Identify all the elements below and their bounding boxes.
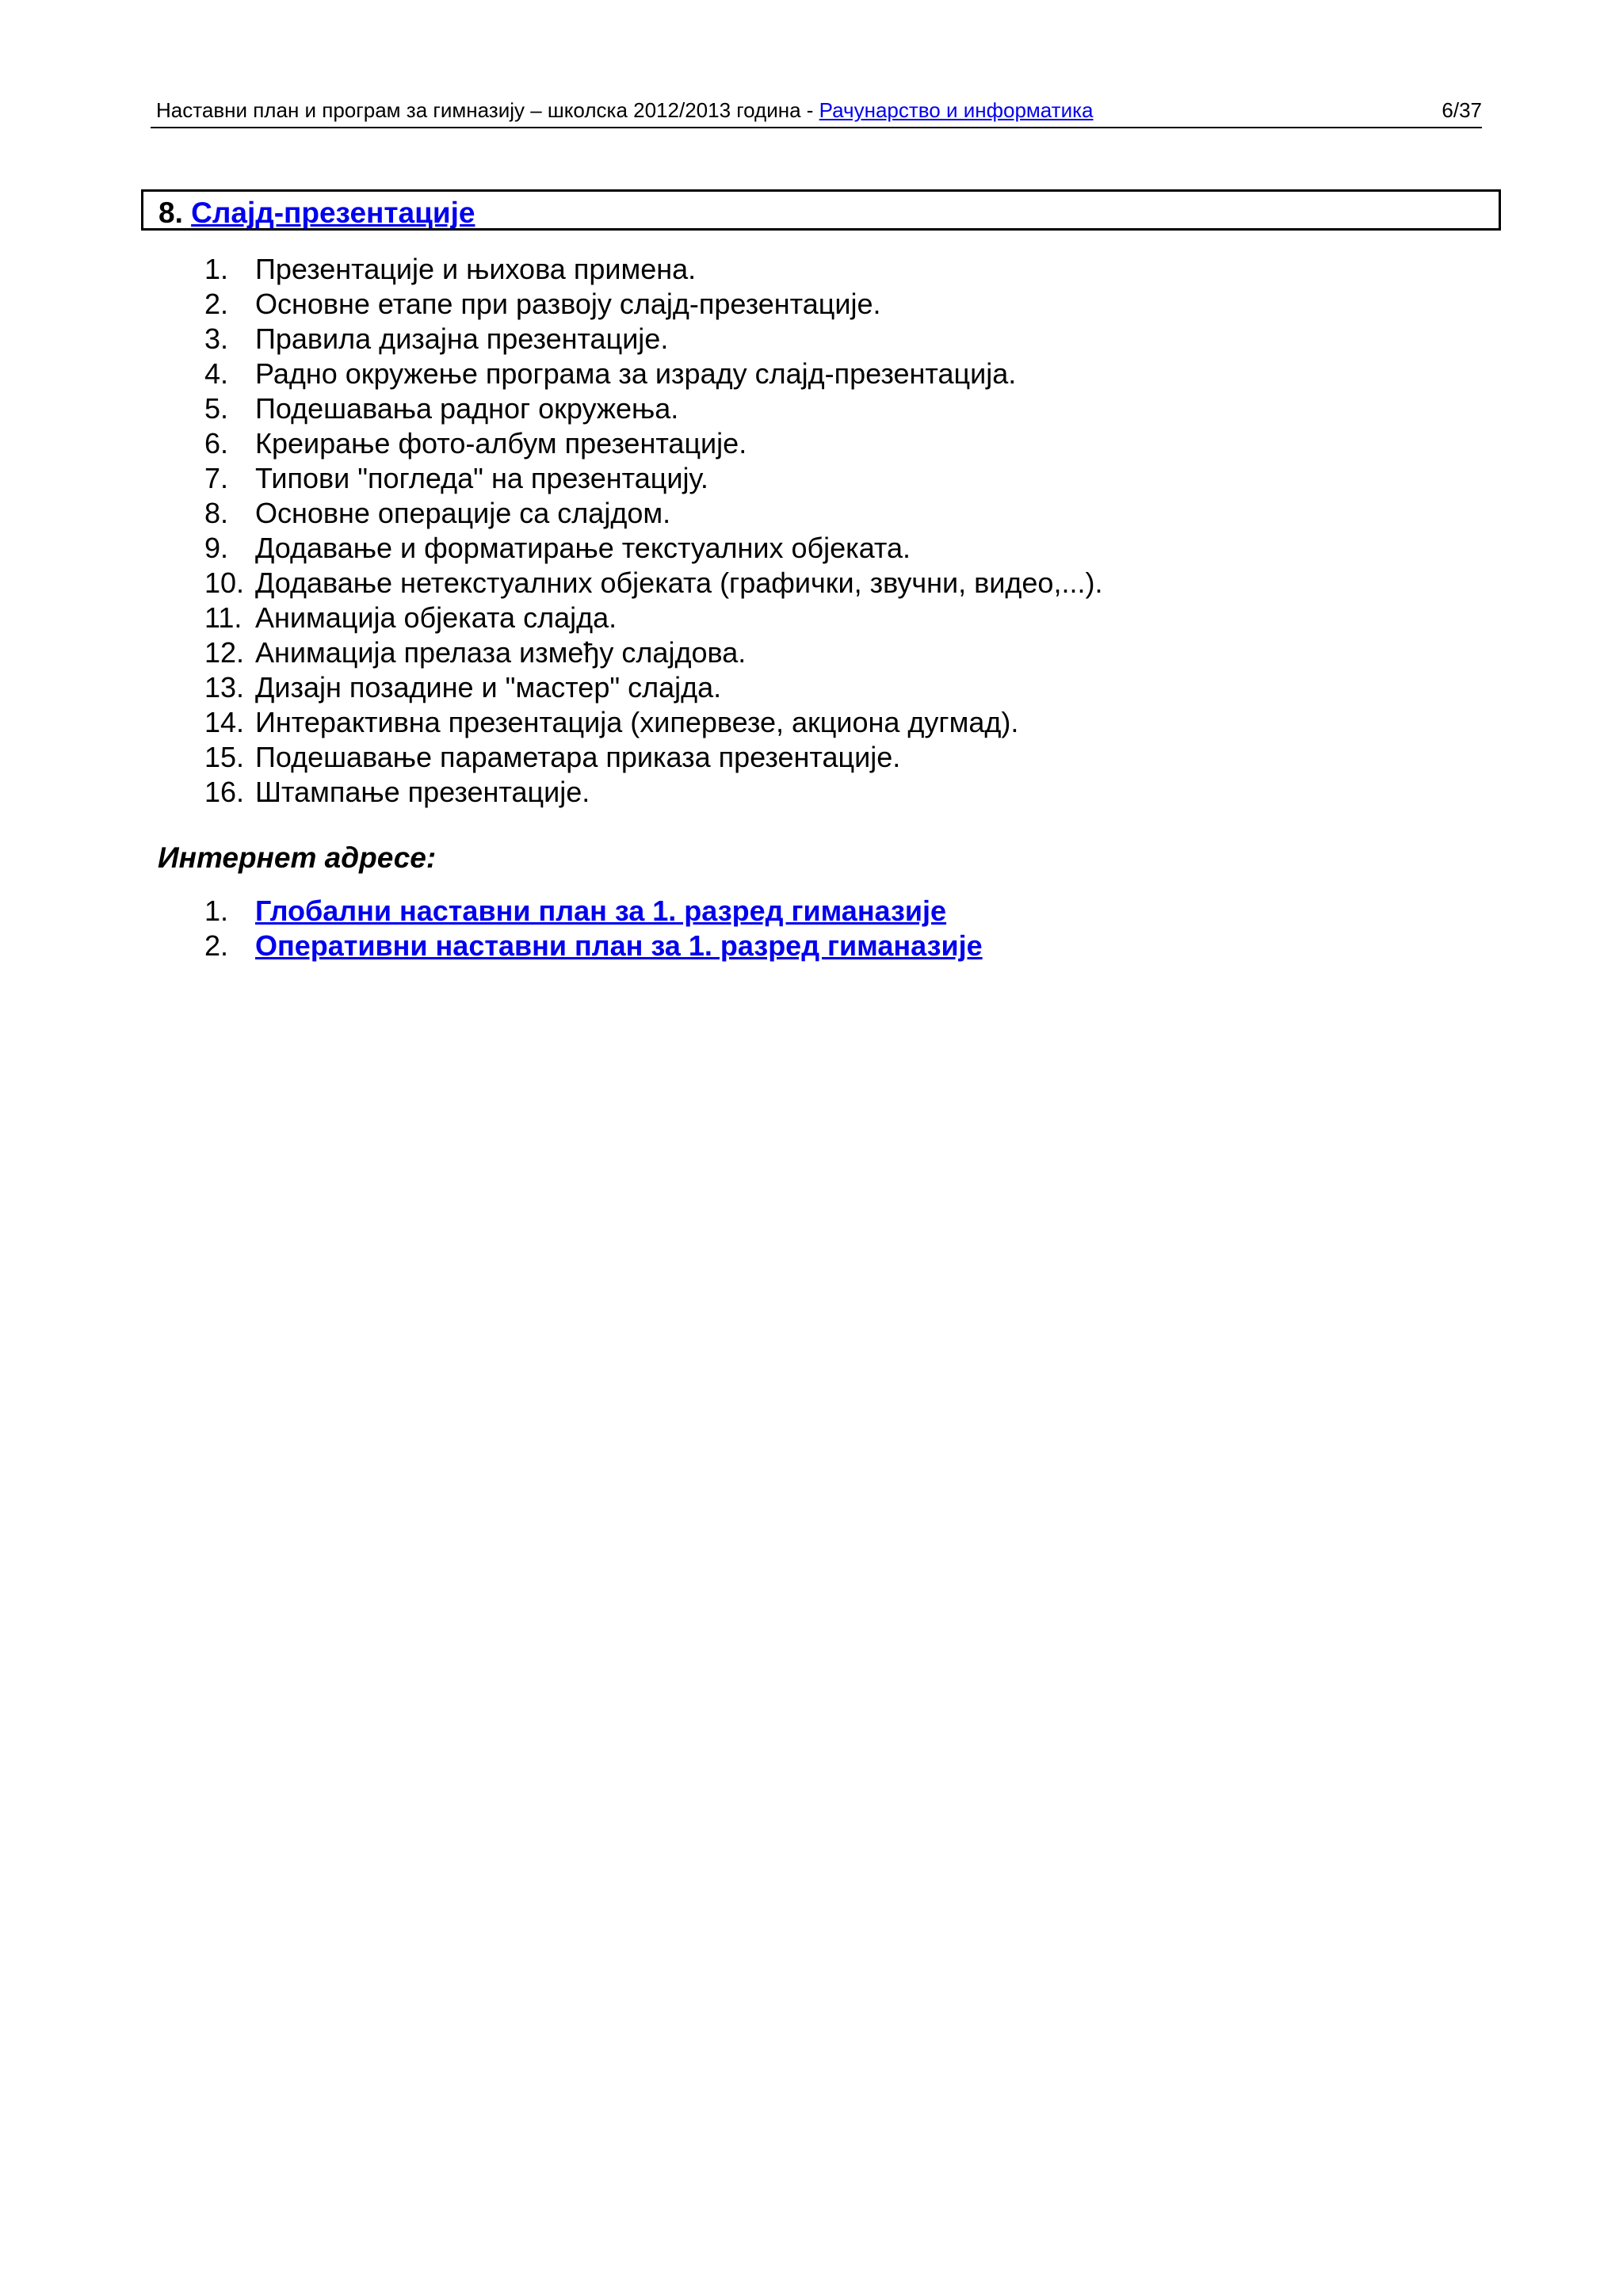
topic-item bbox=[204, 601, 1102, 635]
topic-text: Интерактивна презентација (хипервезе, акциона дугмад). bbox=[255, 706, 1019, 738]
topic-item bbox=[204, 322, 1102, 357]
topic-number: 14. bbox=[204, 706, 245, 738]
topic-number: 12. bbox=[204, 636, 245, 669]
header-title: Наставни план и програм за гимназију – школска 2012/2013 година - bbox=[156, 98, 819, 122]
header-subject-link[interactable]: Рачунарство и информатика bbox=[819, 98, 1094, 122]
section-title bbox=[158, 196, 475, 230]
topic-text: Подешавање параметара приказа презентације. bbox=[255, 741, 901, 773]
global-plan-link[interactable]: Глобални наставни план за 1. разред гиманазије bbox=[255, 894, 947, 927]
topic-number: 8. bbox=[204, 497, 229, 529]
section-title-link[interactable]: Слајд-презентације bbox=[191, 196, 475, 229]
topic-number: 1. bbox=[204, 253, 229, 285]
topic-number: 5. bbox=[204, 392, 229, 425]
topic-item bbox=[204, 496, 1102, 531]
topic-text: Основне етапе при развоју слајд-презентације. bbox=[255, 288, 881, 320]
topic-number: 13. bbox=[204, 671, 245, 704]
link-item bbox=[204, 929, 983, 963]
page-number: 6/37 bbox=[1442, 98, 1482, 122]
page-header bbox=[151, 95, 1482, 128]
topic-text: Презентације и њихова примена. bbox=[255, 253, 697, 285]
topic-number: 6. bbox=[204, 427, 229, 460]
topic-number: 7. bbox=[204, 462, 229, 494]
topic-item bbox=[204, 566, 1102, 601]
topic-text: Додавање и форматирање текстуалних објеката. bbox=[255, 532, 911, 564]
topic-number: 10. bbox=[204, 566, 245, 599]
topic-item bbox=[204, 670, 1102, 705]
topic-item bbox=[204, 531, 1102, 566]
topic-number: 4. bbox=[204, 357, 229, 390]
topic-text: Типови "погледа" на презентацију. bbox=[255, 462, 708, 494]
topic-item bbox=[204, 287, 1102, 322]
topic-text: Дизајн позадине и "мастер" слајда. bbox=[255, 671, 722, 704]
topic-item bbox=[204, 252, 1102, 287]
topic-number: 15. bbox=[204, 741, 245, 773]
topic-item bbox=[204, 357, 1102, 391]
topic-number: 16. bbox=[204, 776, 245, 808]
topics-list bbox=[204, 252, 1102, 810]
topic-text: Штампање презентације. bbox=[255, 776, 590, 808]
topic-number: 11. bbox=[204, 601, 242, 634]
link-item bbox=[204, 894, 983, 929]
topic-item bbox=[204, 391, 1102, 426]
topic-item bbox=[204, 635, 1102, 670]
topic-item bbox=[204, 461, 1102, 496]
internet-links-list bbox=[204, 894, 983, 963]
topic-item bbox=[204, 426, 1102, 461]
topic-text: Анимација објеката слајда. bbox=[255, 601, 617, 634]
topic-text: Додавање нетекстуалних објеката (графички, звучни, видео,...). bbox=[255, 566, 1103, 599]
link-number: 2. bbox=[204, 929, 229, 962]
operational-plan-link[interactable]: Оперативни наставни план за 1. разред гиманазије bbox=[255, 929, 983, 962]
topic-text: Подешавања радног окружења. bbox=[255, 392, 679, 425]
topic-number: 9. bbox=[204, 532, 229, 564]
link-number: 1. bbox=[204, 894, 229, 927]
header-left bbox=[156, 98, 1094, 123]
topic-number: 2. bbox=[204, 288, 229, 320]
section-heading-box bbox=[141, 189, 1501, 231]
topic-item bbox=[204, 740, 1102, 775]
topic-text: Основне операције са слајдом. bbox=[255, 497, 671, 529]
topic-text: Креирање фото-албум презентације. bbox=[255, 427, 747, 460]
topic-text: Радно окружење програма за израду слајд-презентација. bbox=[255, 357, 1017, 390]
topic-item bbox=[204, 705, 1102, 740]
section-number: 8. bbox=[158, 196, 183, 229]
topic-item bbox=[204, 775, 1102, 810]
topic-text: Правила дизајна презентације. bbox=[255, 322, 669, 355]
topic-number: 3. bbox=[204, 322, 229, 355]
internet-addresses-heading: Интернет адресе: bbox=[158, 841, 437, 874]
topic-text: Анимација прелаза између слајдова. bbox=[255, 636, 747, 669]
